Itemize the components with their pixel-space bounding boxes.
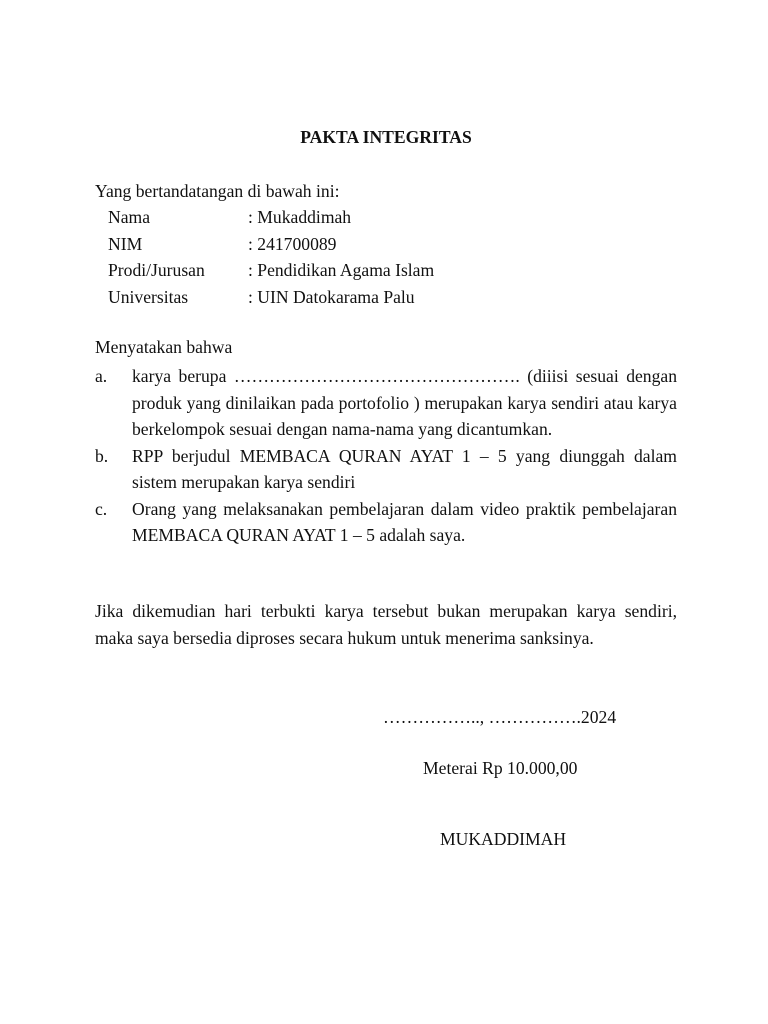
identity-row-universitas — [108, 286, 415, 308]
list-item — [95, 496, 677, 549]
list-item-text: RPP berjudul MEMBACA QURAN AYAT 1 – 5 yang diunggah dalam sistem merupakan karya sendiri — [132, 445, 677, 492]
list-item — [95, 443, 677, 496]
closing-paragraph: Jika dikemudian hari terbukti karya tersebut bukan merupakan karya sendiri, maka saya bersedia diproses secara hukum untuk menerima sanksinya. — [95, 601, 677, 648]
identity-label: Prodi/Jurusan — [108, 260, 205, 280]
list-item-text: Orang yang melaksanakan pembelajaran dalam video praktik pembelajaran MEMBACA QURAN AYAT 1 – 5 adalah saya. — [132, 498, 677, 545]
identity-label: Nama — [108, 207, 151, 227]
list-marker: a. — [95, 366, 108, 386]
identity-label: Universitas — [108, 287, 189, 307]
identity-label: NIM — [108, 234, 143, 254]
date-line: …………….., …………….2024 — [383, 707, 617, 727]
intro-text: Yang bertandatangan di bawah ini: — [95, 181, 340, 201]
document-title: PAKTA INTEGRITAS — [300, 127, 472, 147]
list-marker: c. — [95, 498, 108, 519]
statement-list — [95, 363, 677, 549]
statement-heading: Menyatakan bahwa — [95, 337, 233, 357]
identity-value: : Mukaddimah — [248, 207, 352, 227]
list-item — [95, 363, 677, 443]
identity-value: : UIN Datokarama Palu — [248, 287, 415, 307]
meterai-label: Meterai Rp 10.000,00 — [423, 758, 578, 778]
list-item-text: karya berupa …………………………………………. (diiisi sesuai dengan produk yang dinilaikan pada portofolio ) merupakan karya sendiri atau karya berkelompok sesuai dengan nama-nama yang dicantumkan. — [132, 366, 677, 439]
identity-value: : 241700089 — [248, 234, 337, 254]
signer-name: MUKADDIMAH — [440, 829, 567, 849]
identity-value: : Pendidikan Agama Islam — [248, 260, 435, 280]
identity-row-nama — [108, 206, 351, 228]
identity-row-prodi — [108, 259, 434, 281]
identity-row-nim — [108, 233, 336, 255]
list-marker: b. — [95, 445, 109, 466]
